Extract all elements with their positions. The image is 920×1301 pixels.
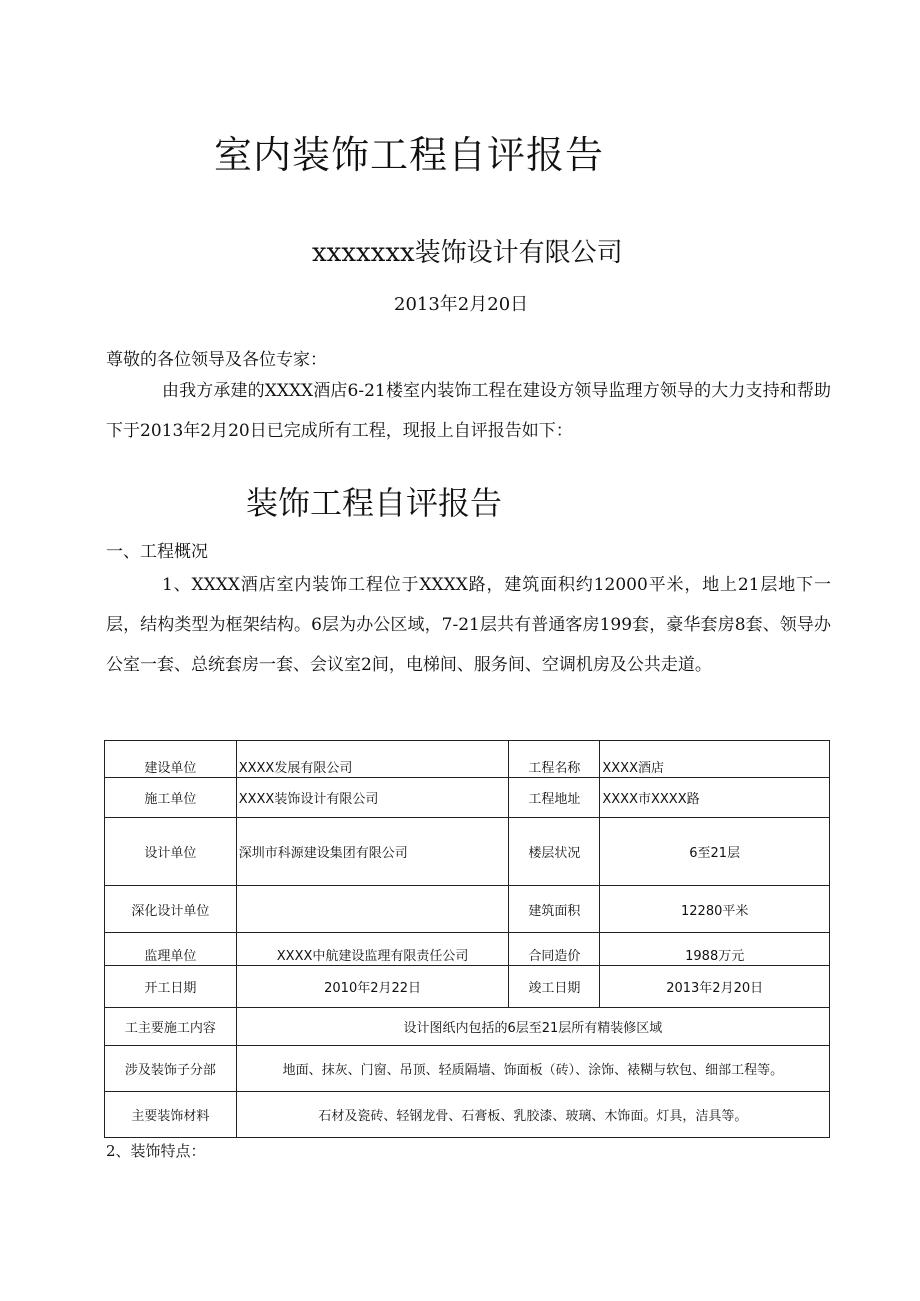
company-name: xxxxxxx装饰设计有限公司 — [312, 238, 623, 268]
salutation: 尊敬的各位领导及各位专家： — [106, 350, 327, 370]
report-date: 2013年2月20日 — [394, 294, 529, 315]
overview-paragraph: 1、XXXX酒店室内装饰工程位于XXXX路，建筑面积约12000平米，地上21层地下一层，结构类型为框架结构。6层为办公区域，7-21层共有普通客房199套，豪华套房8套、领导办公室一套、总统套房一套、会议室2间，电梯间、服务间、空调机房及公共走道。 — [106, 575, 831, 675]
table-value: 2013年2月20日 — [600, 966, 830, 1008]
project-info-table — [104, 740, 830, 1138]
table-row — [105, 1092, 830, 1138]
table-value: XXXX中航建设监理有限责任公司 — [236, 933, 509, 966]
table-row — [105, 933, 830, 966]
table-label: 开工日期 — [105, 966, 237, 1008]
table-label: 建筑面积 — [509, 886, 600, 933]
table-label: 设计单位 — [105, 818, 237, 886]
table-label: 建设单位 — [105, 741, 237, 778]
table-row — [105, 818, 830, 886]
table-row — [105, 1008, 830, 1046]
table-label: 工程名称 — [509, 741, 600, 778]
table-value — [236, 886, 509, 933]
table-label: 工主要施工内容 — [105, 1008, 237, 1046]
table-value: 深圳市科源建设集团有限公司 — [236, 818, 509, 886]
table-value: 地面、抹灰、门窗、吊顶、轻质隔墙、饰面板（砖）、涂饰、裱糊与软包、细部工程等。 — [236, 1046, 829, 1092]
table-value: 2010年2月22日 — [236, 966, 509, 1008]
table-label: 施工单位 — [105, 778, 237, 818]
table-label: 主要装饰材料 — [105, 1092, 237, 1138]
table-row — [105, 886, 830, 933]
table-label: 合同造价 — [509, 933, 600, 966]
table-label: 竣工日期 — [509, 966, 600, 1008]
table-row — [105, 966, 830, 1008]
table-value: XXXX市XXXX路 — [600, 778, 830, 818]
table-label: 楼层状况 — [509, 818, 600, 886]
table-label: 监理单位 — [105, 933, 237, 966]
table-value: 12280平米 — [600, 886, 830, 933]
document-title: 室内装饰工程自评报告 — [214, 133, 605, 177]
table-label: 深化设计单位 — [105, 886, 237, 933]
section-heading-features: 2、装饰特点： — [106, 1142, 206, 1160]
table-value: 6至21层 — [600, 818, 830, 886]
intro-paragraph: 由我方承建的XXXX酒店6-21楼室内装饰工程在建设方领导监理方领导的大力支持和帮助下于2013年2月20日已完成所有工程，现报上自评报告如下： — [106, 381, 831, 441]
table-value: 石材及瓷砖、轻钢龙骨、石膏板、乳胶漆、玻璃、木饰面。灯具，洁具等。 — [236, 1092, 829, 1138]
table-value: 1988万元 — [600, 933, 830, 966]
report-subtitle: 装饰工程自评报告 — [246, 484, 503, 522]
table-row — [105, 1046, 830, 1092]
table-value: XXXX发展有限公司 — [236, 741, 509, 778]
table-label: 涉及装饰子分部 — [105, 1046, 237, 1092]
table-value: XXXX酒店 — [600, 741, 830, 778]
table-row — [105, 741, 830, 778]
section-heading-overview: 一、工程概况 — [106, 542, 208, 562]
table-value: XXXX装饰设计有限公司 — [236, 778, 509, 818]
table-value: 设计图纸内包括的6层至21层所有精装修区域 — [236, 1008, 829, 1046]
table-row — [105, 778, 830, 818]
table-label: 工程地址 — [509, 778, 600, 818]
